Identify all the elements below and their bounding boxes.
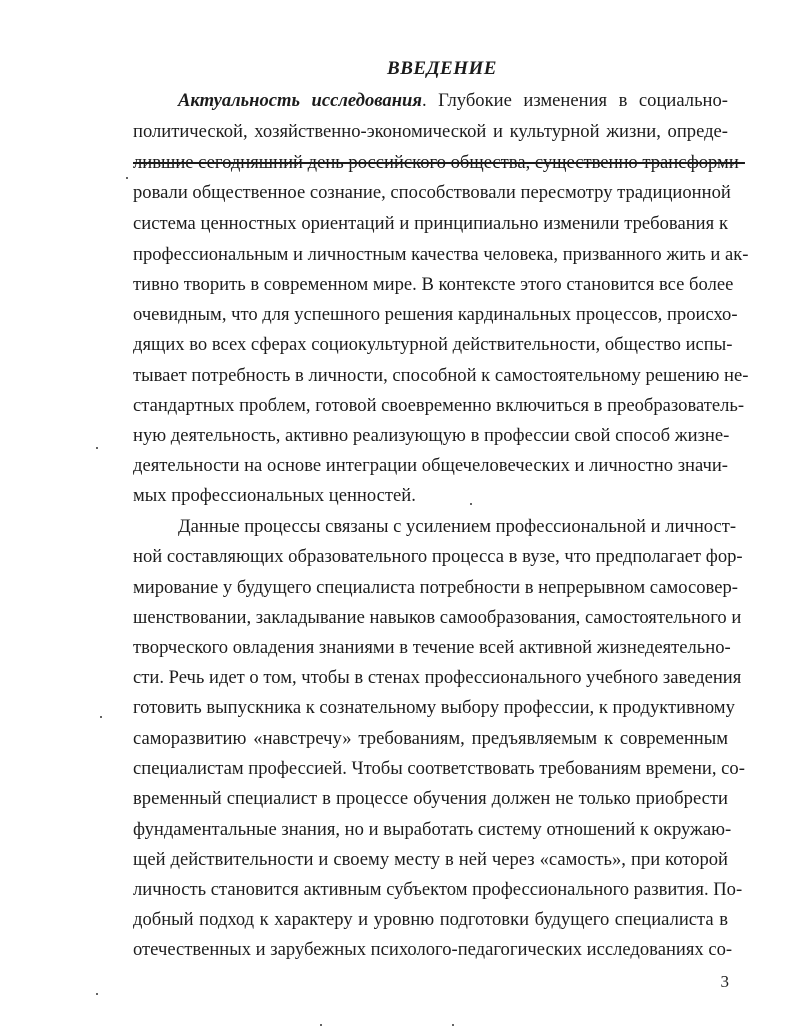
text-line [178, 86, 728, 116]
text-line: шенствовании, закладывание навыков самообразования, самостоятельного и [133, 607, 742, 628]
text-line: мирование у будущего специалиста потребности в непрерывном самосовер- [133, 577, 738, 598]
text-line: мых профессиональных ценностей. [133, 485, 416, 506]
scan-speck [100, 716, 102, 718]
section-heading: ВВЕДЕНИЕ [387, 58, 497, 79]
text-line: ной составляющих образовательного процесса в вузе, что предполагает фор- [133, 546, 743, 567]
text-line: дящих во всех сферах социокультурной действительности, общество испы- [133, 334, 733, 355]
text-line: ную деятельность, активно реализующую в профессии свой способ жизне- [133, 425, 730, 446]
scan-speck [96, 447, 98, 449]
scan-speck [126, 177, 128, 179]
text-line: добный подход к характеру и уровню подготовки будущего специалиста в [133, 909, 728, 930]
text-line: сти. Речь идет о том, чтобы в стенах профессионального учебного заведения [133, 667, 742, 688]
text-line: временный специалист в процессе обучения должен не только приобрести [133, 788, 728, 809]
text-line: система ценностных ориентаций и принципиально изменили требования к [133, 213, 728, 234]
scan-speck [470, 503, 472, 505]
text-line: специалистам профессией. Чтобы соответствовать требованиям времени, со- [133, 758, 745, 779]
text-line: ровали общественное сознание, способствовали пересмотру традиционной [133, 182, 731, 203]
text-line: саморазвитию «навстречу» требованиям, предъявляемым к современным [133, 728, 728, 749]
scan-speck [320, 1024, 322, 1026]
text-line: политической, хозяйственно-экономической и культурной жизни, опреде- [133, 121, 728, 142]
text-line: щей действительности и своему месту в ней через «самость», при которой [133, 849, 728, 870]
scan-speck [96, 993, 98, 995]
text-line: тивно творить в современном мире. В контексте этого становится все более [133, 274, 734, 295]
text-line: тывает потребность в личности, способной к самостоятельному решению не- [133, 365, 749, 386]
scan-speck [452, 1024, 454, 1026]
text-line: очевидным, что для успешного решения кардинальных процессов, происхо- [133, 304, 738, 325]
text-line-struck: лившие сегодняшний день российского общества, существенно трансформи- [133, 152, 745, 173]
line-text: . Глубокие изменения в социально- [421, 90, 728, 111]
lead-in-phrase: Актуальность исследования [178, 90, 422, 111]
text-line: готовить выпускника к сознательному выбору профессии, к продуктивному [133, 697, 735, 718]
text-line: творческого овладения знаниями в течение всей активной жизнедеятельно- [133, 637, 731, 658]
text-line: Данные процессы связаны с усилением профессиональной и личност- [178, 516, 737, 537]
text-line: профессиональным и личностным качества человека, призванного жить и ак- [133, 244, 749, 265]
text-line: фундаментальные знания, но и выработать систему отношений к окружаю- [133, 819, 732, 840]
text-line: стандартных проблем, готовой своевременно включиться в преобразователь- [133, 395, 745, 416]
text-line: деятельности на основе интеграции общечеловеческих и личностно значи- [133, 455, 728, 476]
text-line: личность становится активным субъектом профессионального развития. По- [133, 879, 743, 900]
text-line: отечественных и зарубежных психолого-педагогических исследованиях со- [133, 939, 733, 960]
page-number: 3 [720, 972, 729, 991]
